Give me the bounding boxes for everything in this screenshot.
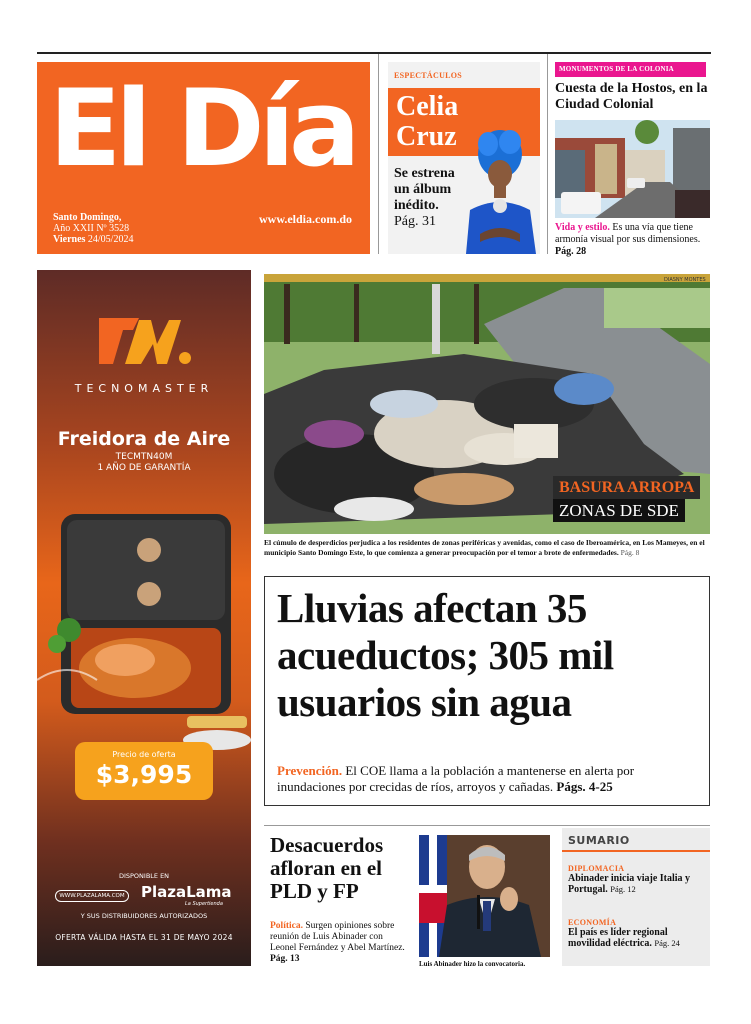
lead-deck bbox=[277, 763, 705, 795]
hostos-kicker: MONUMENTOS DE LA COLONIA bbox=[555, 62, 706, 77]
air-fryer-image bbox=[37, 510, 251, 760]
hostos-title[interactable]: Cuesta de la Hostos, en la Ciudad Colonial bbox=[555, 81, 708, 112]
ad-validity: OFERTA VÁLIDA HASTA EL 31 DE MAYO 2024 bbox=[55, 933, 233, 942]
sumario-item-kicker: ECONOMÍA bbox=[568, 918, 617, 927]
sumario-item-kicker: DIPLOMACIA bbox=[568, 864, 625, 873]
celia-kicker: ESPECTÁCULOS bbox=[394, 71, 463, 80]
pld-kicker: Política. bbox=[270, 921, 303, 931]
ad-available: DISPONIBLE EN bbox=[118, 872, 170, 880]
ad-price: $3,995 bbox=[95, 760, 193, 789]
top-rule bbox=[37, 52, 711, 54]
sumario-item-text bbox=[568, 927, 706, 949]
abinader-caption: Luis Abinader hizo la convocatoria. bbox=[419, 960, 526, 968]
photo-caption-text: El cúmulo de desperdicios perjudica a los residentes de zonas periféricas y avenidas, como el caso de Iberoamérica, en Los Mameyes, en el municipio Santo Domingo Este, lo que comienza a generar preocupación por el temor a brote de enfermedades. bbox=[264, 538, 705, 557]
sumario-item[interactable] bbox=[568, 918, 706, 949]
lead-pages: Págs. 4-25 bbox=[556, 779, 613, 794]
issue-number: Año XXII Nº 3528 bbox=[53, 223, 130, 234]
sumario-item-page: Pág. 24 bbox=[654, 938, 680, 948]
column-divider bbox=[547, 54, 548, 254]
column-divider bbox=[378, 54, 379, 254]
sumario-item[interactable] bbox=[568, 864, 706, 895]
city: Santo Domingo, bbox=[53, 212, 122, 223]
hostos-section: Vida y estilo. bbox=[555, 222, 610, 233]
pld-deck bbox=[270, 921, 410, 965]
celia-teaser[interactable] bbox=[388, 62, 540, 254]
sumario-title: SUMARIO bbox=[568, 834, 630, 847]
photo-tag-line2: ZONAS DE SDE bbox=[553, 499, 685, 522]
lead-headline: Lluvias afectan 35 acueductos; 305 mil usuarios sin agua bbox=[277, 585, 614, 725]
sumario-item-text bbox=[568, 873, 706, 895]
celia-page: Pág. 31 bbox=[394, 214, 436, 229]
pld-headline[interactable]: Desacuerdos afloran en el PLD y FP bbox=[270, 833, 384, 903]
ad-model-info bbox=[37, 452, 251, 474]
hostos-street-photo bbox=[555, 120, 710, 218]
newspaper-logo[interactable]: El Día bbox=[49, 67, 355, 190]
sumario-box bbox=[562, 828, 710, 966]
sumario-item-title: El país es líder regional movilidad eléctrica. bbox=[568, 927, 668, 949]
hostos-page: Pág. 28 bbox=[555, 246, 587, 257]
ad-distributors: Y SUS DISTRIBUIDORES AUTORIZADOS bbox=[80, 912, 208, 920]
hostos-deck bbox=[555, 222, 711, 258]
lead-kicker: Prevención. bbox=[277, 763, 343, 778]
tecnomaster-ad[interactable] bbox=[37, 270, 251, 966]
sumario-bar bbox=[562, 850, 710, 852]
celia-name: Celia Cruz bbox=[396, 91, 459, 152]
sumario-item-page: Pág. 12 bbox=[610, 884, 636, 894]
celia-text bbox=[394, 166, 456, 230]
hostos-description: Es una vía que tiene armonía visual por sus dimensiones. bbox=[555, 222, 701, 245]
lead-story[interactable] bbox=[264, 576, 710, 806]
ad-brand: TECNOMASTER bbox=[74, 382, 214, 395]
photo-caption-page: Pág. 8 bbox=[620, 548, 640, 557]
celia-description: Se estrena un álbum inédito. bbox=[394, 166, 455, 213]
ad-product: Freidora de Aire bbox=[57, 428, 231, 450]
photo-caption bbox=[264, 538, 712, 558]
ad-warranty: 1 AÑO DE GARANTÍA bbox=[97, 463, 191, 473]
edition-info bbox=[53, 212, 133, 245]
date: 24/05/2024 bbox=[87, 234, 134, 245]
masthead bbox=[37, 62, 370, 254]
lead-deck-text: El COE llama a la población a mantenerse en alerta por inundaciones por crecidas de ríos, arroyos y cañadas. bbox=[277, 763, 635, 794]
plazalama-logo: PlazaLama bbox=[141, 883, 232, 901]
photo-tag-line1: BASURA ARROPA bbox=[553, 476, 700, 499]
sumario-item-title: Abinader inicia viaje Italia y Portugal. bbox=[568, 873, 691, 895]
tecnomaster-logo-icon bbox=[95, 310, 195, 370]
website-url[interactable]: www.eldia.com.do bbox=[259, 212, 352, 226]
ad-model: TECMTN40M bbox=[115, 452, 173, 462]
pld-page: Pág. 13 bbox=[270, 954, 300, 964]
plazalama-tagline: La Supertienda bbox=[185, 901, 223, 907]
date-day: Viernes bbox=[53, 234, 86, 245]
ad-price-label: Precio de oferta bbox=[112, 750, 176, 759]
photo-credit: DIASNY MONTES bbox=[664, 277, 706, 283]
pld-deck-text: Surgen opiniones sobre reunión de Luis Abinader con Leonel Fernández y Abel Martínez. bbox=[270, 921, 405, 953]
ad-web-link[interactable]: WWW.PLAZALAMA.COM bbox=[55, 890, 129, 902]
section-rule bbox=[264, 825, 710, 826]
celia-portrait-image bbox=[458, 114, 540, 254]
abinader-photo bbox=[419, 835, 550, 957]
